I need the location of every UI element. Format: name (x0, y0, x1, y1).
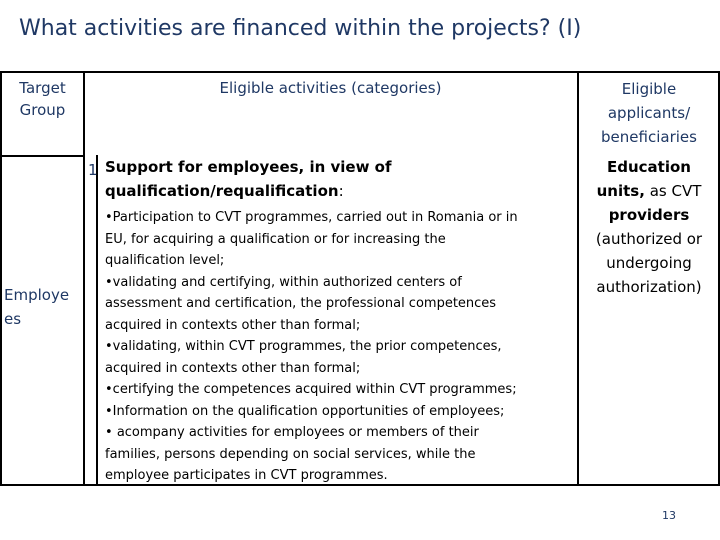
item-line: acompany activities for employees or members of their (116, 425, 479, 440)
bullet-icon: • (105, 339, 113, 354)
beneficiary-units: units, (596, 182, 645, 200)
table-left-border (0, 71, 2, 486)
list-item (105, 207, 575, 272)
beneficiary-line: (authorized or (595, 230, 703, 248)
header-applicants-line1: Eligible (621, 80, 677, 98)
header-target-group-line1: Target (19, 79, 66, 97)
bullet-icon: • (105, 425, 117, 440)
list-item (105, 336, 575, 379)
target-group-line2: es (4, 310, 22, 328)
item-line: families, persons depending on social services, while the (105, 446, 476, 462)
category-title-line2: qualification/requalification (105, 182, 339, 200)
item-line: qualification level; (105, 253, 225, 268)
header-eligible-activities (84, 77, 577, 99)
item-line: assessment and certification, the professional competences (105, 296, 497, 311)
bullet-icon: • (105, 382, 113, 397)
beneficiary-as-cvt: as CVT (644, 182, 702, 200)
header-eligible-applicants (579, 77, 719, 149)
header-target-group (2, 77, 83, 121)
item-line: employee participates in CVT programmes. (105, 468, 388, 483)
target-group-cell (4, 283, 83, 331)
target-group-line1: Employe (4, 286, 70, 304)
header-eligible-activities-text: Eligible activities (categories) (219, 79, 442, 97)
list-item (105, 401, 575, 423)
table-top-border (0, 71, 720, 73)
item-line: EU, for acquiring a qualification or for increasing the (105, 231, 446, 247)
list-item (105, 422, 575, 487)
category-title (105, 155, 575, 203)
activities-table (0, 71, 720, 486)
item-line: validating and certifying, within authorized centers of (112, 274, 462, 290)
item-line: Participation to CVT programmes, carried out in Romania or in (112, 210, 518, 225)
category-content (105, 155, 575, 487)
beneficiaries-cell (579, 155, 719, 299)
beneficiary-education: Education (607, 158, 691, 176)
beneficiary-line: undergoing (606, 254, 692, 272)
beneficiary-line: authorization) (596, 278, 702, 296)
header-applicants-line3: beneficiaries (601, 128, 697, 146)
header-applicants-line2: applicants/ (607, 104, 691, 122)
bullet-icon: • (105, 210, 113, 225)
item-line: acquired in contexts other than formal; (105, 360, 361, 376)
category-title-colon: : (338, 182, 344, 200)
list-item (105, 272, 575, 337)
category-title-line1: Support for employees, in view of (105, 158, 392, 176)
item-line: validating, within CVT programmes, the prior competences, (112, 339, 502, 354)
bullet-icon: • (105, 403, 113, 419)
item-line: acquired in contexts other than formal; (105, 317, 361, 333)
header-target-group-line2: Group (19, 101, 66, 119)
row-divider-group (0, 155, 84, 157)
category-number: 1 (88, 161, 98, 179)
column-divider-1 (83, 71, 85, 486)
beneficiary-providers: providers (608, 206, 690, 224)
slide-title: What activities are financed within the projects? (I) (19, 16, 582, 41)
item-line: Information on the qualification opportunities of employees; (112, 403, 505, 419)
number-divider (96, 155, 98, 486)
item-line: certifying the competences acquired within CVT programmes; (112, 382, 517, 397)
page-number: 13 (662, 509, 676, 522)
bullet-icon: • (105, 274, 113, 290)
activity-list (105, 207, 575, 487)
list-item (105, 379, 575, 401)
